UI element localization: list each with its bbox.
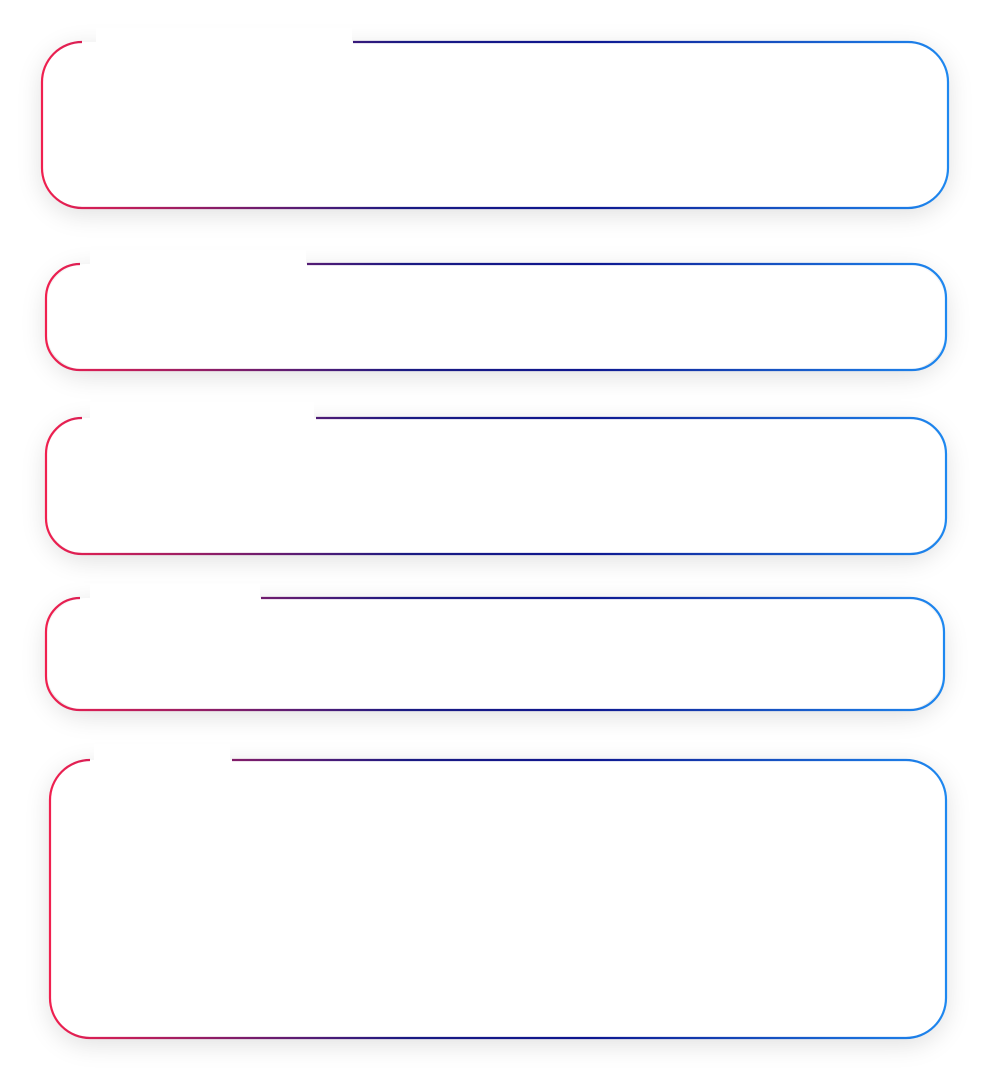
panel-3-body [84, 444, 924, 540]
panel-2-label [90, 250, 306, 278]
panel-4-body [84, 624, 924, 696]
panel-3-label [90, 402, 314, 432]
panel-5-body [84, 790, 924, 1020]
panel-1-body [80, 70, 920, 190]
panel-4-label [90, 584, 260, 612]
panel-5-label [94, 744, 230, 774]
panel-2-body [80, 290, 920, 354]
panel-1-label [96, 28, 352, 58]
